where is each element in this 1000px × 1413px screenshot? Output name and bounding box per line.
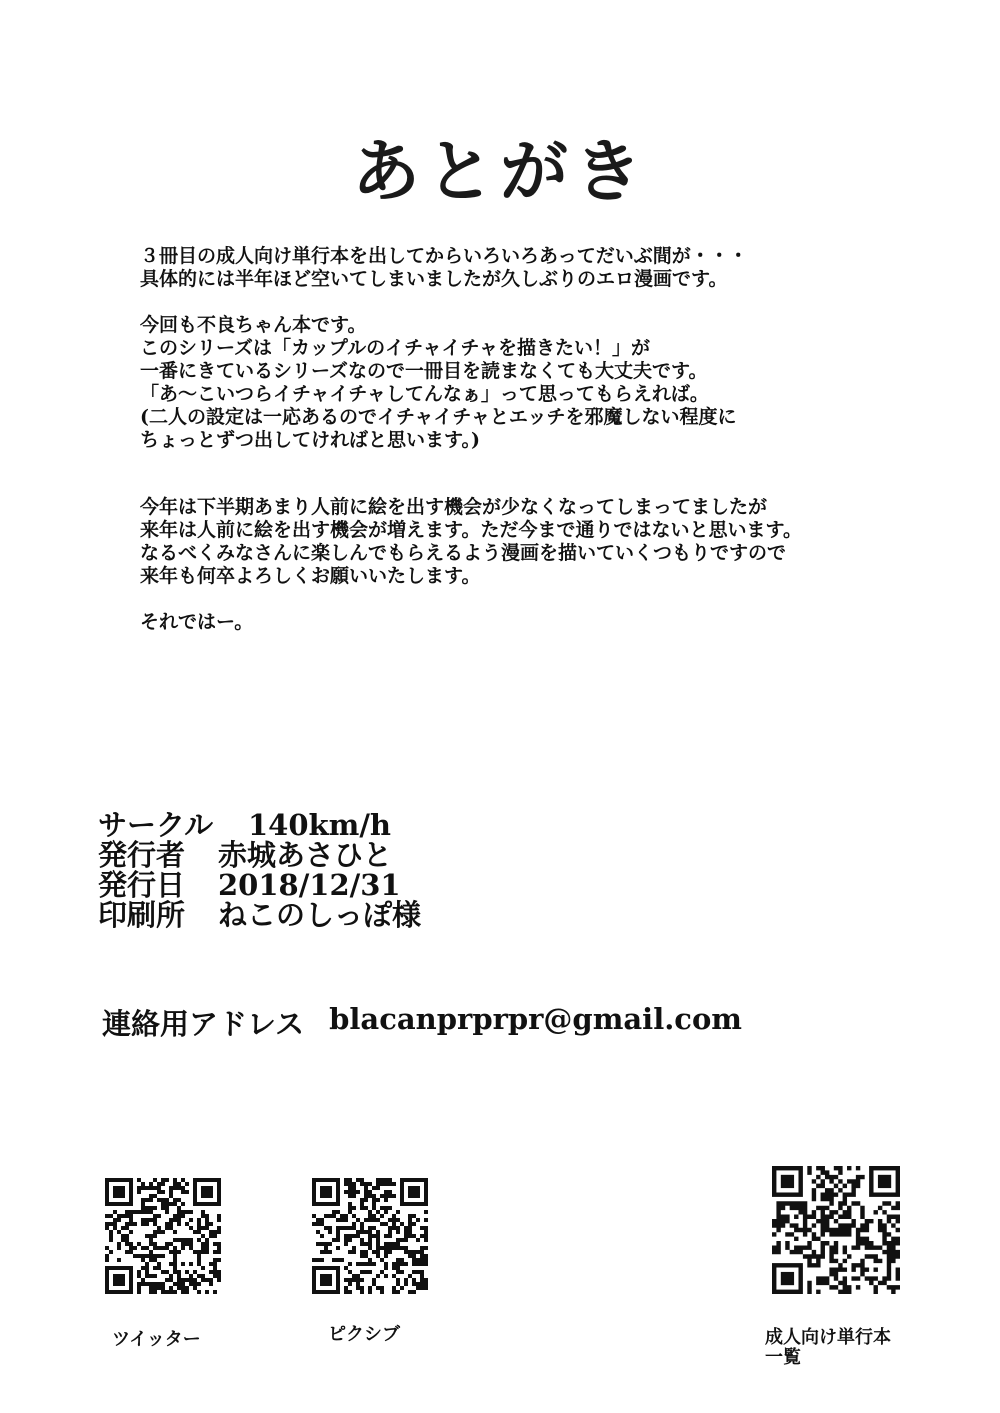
colophon-date-row (98, 870, 421, 900)
pixiv-qr-code[interactable] (312, 1178, 428, 1294)
printer-value: ねこのしっぽ様 (218, 898, 422, 932)
twitter-qr-label: ツイッター (112, 1329, 201, 1350)
text-line: 具体的には半年ほど空いてしまいましたが久しぶりのエロ漫画です。 (140, 268, 728, 290)
text-line: 「あ〜こいつらイチャイチャしてんなぁ」って思ってもらえれば。 (140, 383, 709, 405)
page-title: あとがき (351, 133, 648, 212)
books-list-qr-label: 成人向け単行本 一覧 (765, 1327, 891, 1368)
circle-label: サークル (98, 808, 214, 842)
text-line: ３冊目の成人向け単行本を出してからいろいろあってだいぶ間が・・・ (140, 245, 748, 267)
paragraph-1 (140, 245, 900, 291)
circle-value: 140km/h (248, 808, 391, 842)
afterword-body (140, 245, 900, 657)
text-line: 来年も何卒よろしくお願いいたします。 (140, 565, 481, 587)
paragraph-4 (140, 611, 900, 634)
colophon-printer-row (98, 900, 421, 930)
books-list-qr-code[interactable] (772, 1166, 900, 1294)
text-line: ちょっとずつ出してければと思います。) (140, 429, 480, 451)
date-label: 発行日 (98, 868, 186, 902)
publisher-label: 発行者 (98, 838, 186, 872)
colophon (98, 810, 421, 930)
printer-label: 印刷所 (98, 898, 186, 932)
twitter-qr-code[interactable] (105, 1178, 221, 1294)
pixiv-qr-label: ピクシブ (328, 1324, 400, 1345)
text-line: なるべくみなさんに楽しんでもらえるよう漫画を描いていくつもりですので (140, 542, 787, 564)
contact-label: 連絡用アドレス (102, 1007, 305, 1041)
text-line: このシリーズは「カップルのイチャイチャを描きたい！」が (140, 337, 650, 359)
colophon-circle-row (98, 810, 421, 840)
contact-row (102, 1002, 742, 1043)
colophon-publisher-row (98, 840, 421, 870)
text-line: 来年は人前に絵を出す機会が増えます。ただ今まで通りではないと思います。 (140, 519, 802, 541)
contact-email[interactable]: blacanprprpr@gmail.com (329, 1002, 742, 1036)
text-line: (二人の設定は一応あるのでイチャイチャとエッチを邪魔しない程度に (140, 406, 737, 428)
publisher-value: 赤城あさひと (218, 838, 393, 872)
paragraph-2 (140, 314, 900, 452)
text-line: 一番にきているシリーズなので一冊目を読まなくても大丈夫です。 (140, 360, 708, 382)
date-value: 2018/12/31 (218, 868, 401, 902)
text-line: それではー。 (140, 611, 254, 633)
text-line: 今回も不良ちゃん本です。 (140, 314, 367, 336)
text-line: 今年は下半期あまり人前に絵を出す機会が少なくなってしまってましたが (140, 496, 768, 518)
paragraph-3 (140, 496, 900, 588)
